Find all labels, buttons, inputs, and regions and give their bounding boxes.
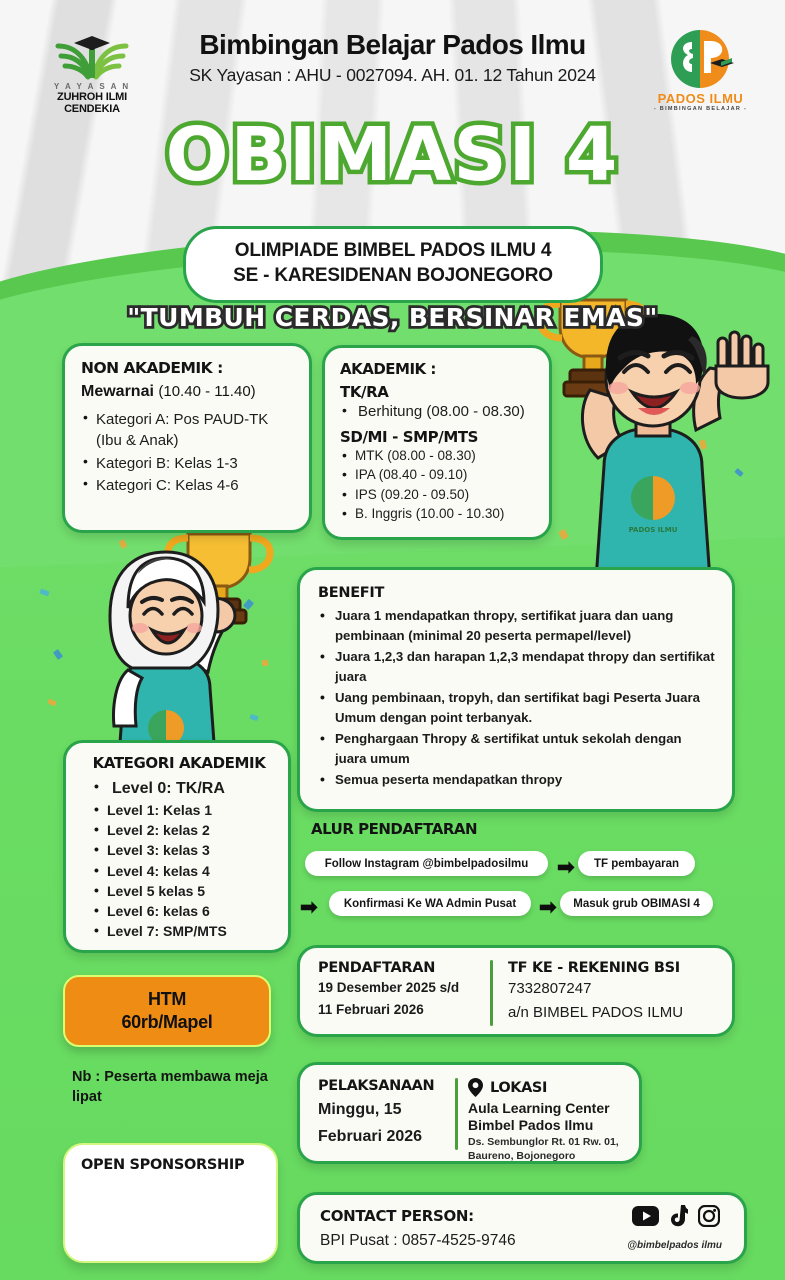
yayasan-label-name: ZUHROH ILMI CENDEKIA bbox=[57, 91, 127, 115]
list-item: • Uang pembinaan, tropyh, dan sertifikat bagi Peserta Juara Umum dengan point terbanyak. bbox=[318, 688, 716, 727]
list-item: • Level 6: kelas 6 bbox=[92, 901, 278, 921]
benefit-card bbox=[297, 567, 735, 812]
list-item: • Level 0: TK/RA bbox=[92, 777, 278, 800]
list-item: • Kategori C: Kelas 4-6 bbox=[81, 475, 295, 496]
header bbox=[0, 26, 785, 121]
alur-pendaftaran-heading: ALUR PENDAFTARAN bbox=[311, 820, 478, 838]
pendaftaran-card bbox=[297, 945, 735, 1037]
list-item: • Kategori A: Pos PAUD-TK (Ibu & Anak) bbox=[81, 409, 295, 452]
alur-arrow-2-icon: ➡ bbox=[300, 896, 318, 919]
akademik-group1-label: TK/RA bbox=[340, 383, 389, 401]
lokasi-heading: LOKASI bbox=[490, 1079, 547, 1096]
social-icons-group bbox=[632, 1205, 720, 1227]
list-item: • Kategori B: Kelas 1-3 bbox=[81, 453, 295, 474]
org-title: Bimbingan Belajar Pados Ilmu bbox=[199, 29, 586, 60]
akademik-heading: AKADEMIK : bbox=[340, 360, 436, 378]
htm-price-box bbox=[63, 975, 271, 1047]
social-handle: @bimbelpados ilmu bbox=[627, 1240, 722, 1251]
event-tagline: "TUMBUH CERDAS, BERSINAR EMAS" bbox=[127, 303, 658, 332]
pelaksanaan-card bbox=[297, 1062, 642, 1164]
venue-address-line2: Baureno, Bojonegoro bbox=[468, 1149, 576, 1162]
alur-step-4: Masuk grub OBIMASI 4 bbox=[560, 891, 713, 916]
event-subtitle-pill bbox=[183, 226, 603, 303]
venue-line2: Bimbel Pados Ilmu bbox=[468, 1117, 594, 1134]
event-subtitle-line2: SE - KARESIDENAN BOJONEGORO bbox=[233, 264, 553, 286]
location-pin-icon bbox=[468, 1078, 483, 1097]
pendaftaran-dates-column bbox=[318, 960, 483, 1021]
non-akademik-heading: NON AKADEMIK : bbox=[81, 359, 223, 377]
transfer-heading: TF KE - REKENING BSI bbox=[508, 960, 680, 976]
pelaksanaan-date-column bbox=[318, 1078, 458, 1148]
contact-heading: CONTACT PERSON: bbox=[320, 1207, 474, 1225]
pados-ilmu-logo bbox=[648, 28, 753, 112]
list-item: • IPS (09.20 - 09.50) bbox=[340, 485, 539, 505]
list-item: • Level 1: Kelas 1 bbox=[92, 800, 278, 820]
vertical-divider bbox=[490, 960, 493, 1026]
yayasan-logo bbox=[38, 30, 146, 115]
pendaftaran-date-line2: 11 Februari 2026 bbox=[318, 1002, 424, 1018]
pados-emblem-icon bbox=[648, 28, 753, 90]
vertical-divider bbox=[455, 1078, 458, 1150]
org-sk-subtitle: SK Yayasan : AHU - 0027094. AH. 01. 12 Tahun 2024 bbox=[189, 64, 596, 85]
list-item: • Semua peserta mendapatkan thropy bbox=[318, 770, 716, 790]
pendaftaran-heading: PENDAFTARAN bbox=[318, 960, 436, 976]
list-item: • Level 5 kelas 5 bbox=[92, 881, 278, 901]
pados-logo-tagline: - BIMBINGAN BELAJAR - bbox=[653, 106, 748, 112]
akademik-card bbox=[322, 345, 552, 540]
htm-price: 60rb/Mapel bbox=[121, 1012, 213, 1032]
htm-label: HTM bbox=[147, 988, 187, 1009]
non-akademik-activity: Mewarnai bbox=[81, 383, 154, 400]
kategori-akademik-card bbox=[63, 740, 291, 953]
open-sponsorship-card bbox=[63, 1143, 278, 1263]
pelaksanaan-date-line2: Februari 2026 bbox=[318, 1128, 423, 1146]
participant-note: Nb : Peserta membawa meja lipat bbox=[72, 1069, 268, 1105]
akademik-group1-list bbox=[340, 401, 539, 423]
girl-mascot-with-trophy-illustration bbox=[70, 520, 295, 770]
list-item: • IPA (08.40 - 09.10) bbox=[340, 465, 539, 485]
bank-account-number: 7332807247 bbox=[508, 980, 592, 997]
alur-arrow-1-icon: ➡ bbox=[557, 856, 575, 879]
tiktok-icon[interactable] bbox=[669, 1205, 688, 1227]
event-subtitle-line1: OLIMPIADE BIMBEL PADOS ILMU 4 bbox=[234, 240, 552, 261]
kategori-akademik-list bbox=[80, 777, 278, 941]
list-item: • Juara 1 mendapatkan thropy, sertifikat juara dan uang pembinaan (minimal 20 peserta permapel/level) bbox=[318, 606, 716, 645]
akademik-group2-label: SD/MI - SMP/MTS bbox=[340, 427, 479, 446]
open-sponsorship-heading: OPEN SPONSORSHIP bbox=[81, 1157, 245, 1173]
lokasi-heading-row bbox=[468, 1078, 619, 1097]
non-akademik-card bbox=[62, 343, 312, 533]
pelaksanaan-date-line1: Minggu, 15 bbox=[318, 1101, 402, 1118]
alur-step-1: Follow Instagram @bimbelpadosilmu bbox=[305, 851, 548, 876]
lokasi-column bbox=[468, 1078, 619, 1163]
transfer-column bbox=[508, 960, 683, 1024]
benefit-list bbox=[318, 606, 716, 790]
non-akademik-activity-time: (10.40 - 11.40) bbox=[158, 383, 256, 400]
pelaksanaan-heading: PELAKSANAAN bbox=[318, 1078, 435, 1094]
list-item: • Penghargaan Thropy & sertifikat untuk sekolah dengan juara umum bbox=[318, 729, 716, 768]
list-item: • Level 2: kelas 2 bbox=[92, 820, 278, 840]
yayasan-label-small: Y A Y A S A N bbox=[53, 82, 131, 91]
alur-step-3: Konfirmasi Ke WA Admin Pusat bbox=[329, 891, 531, 916]
benefit-heading: BENEFIT bbox=[318, 585, 385, 601]
kategori-akademik-heading: KATEGORI AKADEMIK bbox=[92, 754, 266, 772]
list-item: • Level 3: kelas 3 bbox=[92, 840, 278, 860]
akademik-group2-list bbox=[340, 446, 539, 524]
non-akademik-list bbox=[81, 409, 295, 496]
venue-line1: Aula Learning Center bbox=[468, 1100, 610, 1116]
contact-card bbox=[297, 1192, 747, 1264]
list-item: • Berhitung (08.00 - 08.30) bbox=[340, 401, 539, 423]
contact-phone[interactable]: BPI Pusat : 0857-4525-9746 bbox=[320, 1232, 516, 1249]
youtube-icon[interactable] bbox=[632, 1206, 659, 1226]
list-item: • Level 7: SMP/MTS bbox=[92, 921, 278, 941]
pados-logo-name: PADOS ILMU bbox=[657, 91, 744, 106]
venue-address-line1: Ds. Sembunglor Rt. 01 Rw. 01, bbox=[468, 1136, 619, 1149]
yayasan-emblem-icon bbox=[38, 30, 146, 82]
list-item: • Level 4: kelas 4 bbox=[92, 861, 278, 881]
instagram-icon[interactable] bbox=[698, 1205, 720, 1227]
pendaftaran-date-line1: 19 Desember 2025 s/d bbox=[318, 980, 460, 995]
header-title-block bbox=[150, 30, 635, 86]
alur-step-2: TF pembayaran bbox=[578, 851, 695, 876]
list-item: • B. Inggris (10.00 - 10.30) bbox=[340, 504, 539, 524]
list-item: • MTK (08.00 - 08.30) bbox=[340, 446, 539, 466]
event-title: OBIMASI 4 bbox=[165, 112, 620, 198]
svg-text:PADOS ILMU: PADOS ILMU bbox=[628, 526, 678, 534]
list-item: • Juara 1,2,3 dan harapan 1,2,3 mendapat thropy dan sertifikat juara bbox=[318, 647, 716, 686]
non-akademik-activity-row bbox=[81, 383, 295, 401]
bank-account-name: a/n BIMBEL PADOS ILMU bbox=[508, 1003, 684, 1021]
alur-arrow-3-icon: ➡ bbox=[539, 896, 557, 919]
